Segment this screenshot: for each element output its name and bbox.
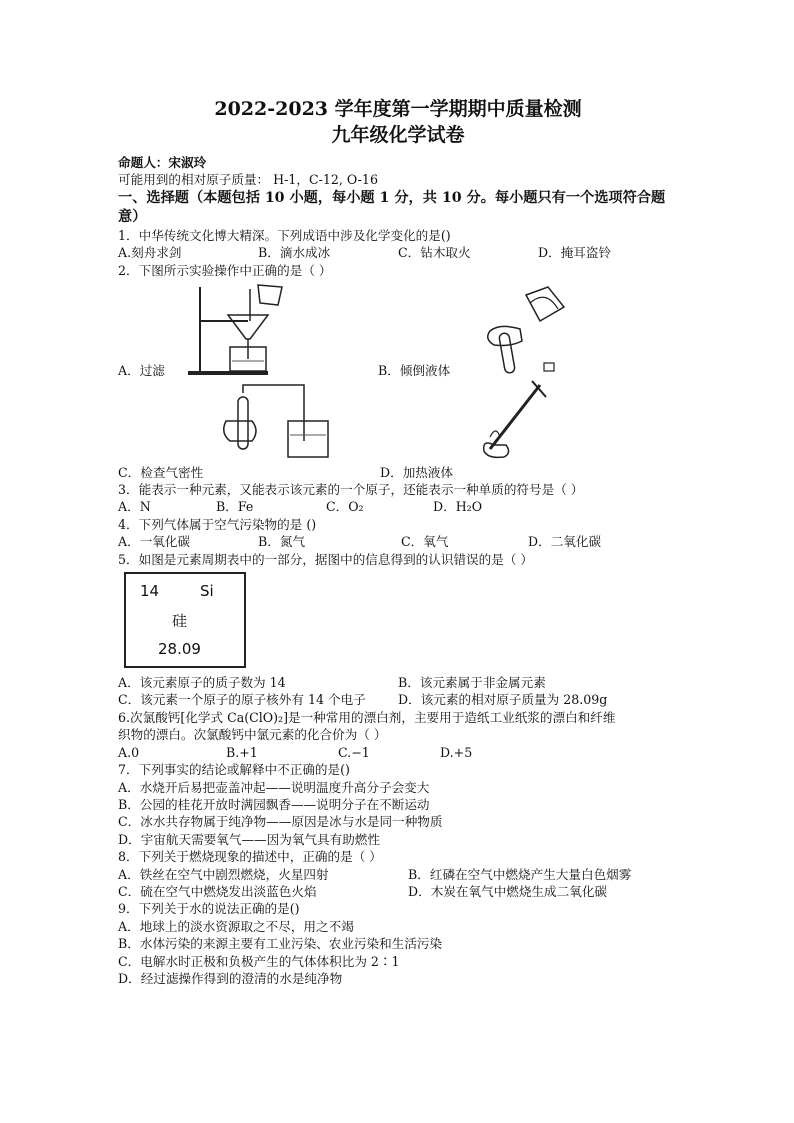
question-8-options-cd [118,883,678,900]
option-c: C.−1 [338,744,370,760]
filtration-figure [170,281,290,377]
element-name: 硅 [172,612,188,631]
option-b: B．红磷在空气中燃烧产生大量白色烟雾 [408,866,632,882]
option-b: B．Fe [216,499,254,515]
question-1-options [118,244,678,261]
option-a: A．水烧开后易把壶盖冲起——说明温度升高分子会变大 [118,779,430,795]
question-5-options-ab [118,674,678,691]
periodic-table-cell [124,572,246,668]
question-5-options-cd [118,691,678,708]
question-2-figures-bottom [118,379,678,481]
section-heading: 一、选择题（本题包括 10 小题，每小题 1 分，共 10 分。每小题只有一个选项符合题意） [118,189,666,225]
question-2-figures-top [118,279,678,379]
option-d: D．该元素的相对原子质量为 28.09g [398,692,608,708]
question-5-stem: 5．如图是元素周期表中的一部分，据图中的信息得到的认识错误的是（ ） [118,551,534,567]
option-b: B．该元素属于非金属元素 [398,675,546,691]
option-b: B．公园的桂花开放时满园飘香——说明分子在不断运动 [118,796,430,812]
question-1-stem: 1．中华传统文化博大精深。下列成语中涉及化学变化的是() [118,227,451,243]
option-a: A．一氧化碳 [118,534,191,550]
airtight-check-figure [216,381,366,465]
exam-title: 2022-2023 学年度第一学期期中质量检测 [214,98,582,120]
option-d: D．掩耳盗铃 [538,245,612,261]
option-c: C．O₂ [326,499,364,515]
option-b: B．水体污染的来源主要有工业污染、农业污染和生活污染 [118,936,443,952]
question-9-stem: 9．下列关于水的说法正确的是() [118,901,300,917]
question-6-options [118,744,678,761]
question-6-stem: 6.次氯酸钙[化学式 Ca(ClO)₂]是一种常用的漂白剂，主要用于造纸工业纸浆的漂白和纤维 [118,709,616,725]
option-c: C．电解水时正极和负极产生的气体体积比为 2∶1 [118,953,400,969]
option-c: C．冰水共存物属于纯净物——原因是冰与水是同一种物质 [118,814,443,830]
heating-liquid-figure [474,379,558,461]
option-a: A.刻舟求剑 [118,245,182,261]
option-c-label: C．检查气密性 [118,465,204,481]
atomic-mass-line: 可能用到的相对原子质量： H-1，C-12, O-16 [118,172,378,188]
element-symbol: Si [200,582,214,601]
question-3-stem: 3．能表示一种元素，又能表示该元素的一个原子，还能表示一种单质的符号是（ ） [118,482,584,498]
question-4-stem: 4．下列气体属于空气污染物的是 () [118,516,317,532]
option-c: C．钻木取火 [398,245,471,261]
option-b: B.+1 [226,744,258,760]
option-b: B．氮气 [258,534,306,550]
question-6-stem-cont: 织物的漂白。次氯酸钙中氯元素的化合价为（ ） [118,727,387,743]
question-4-options [118,533,678,550]
option-a: A．该元素原子的质子数为 14 [118,675,286,691]
question-2-stem: 2．下图所示实验操作中正确的是（ ） [118,262,332,278]
atomic-mass: 28.09 [158,640,201,659]
option-d: D．宇宙航天需要氧气——因为氧气具有助燃性 [118,831,380,847]
option-c: C．氧气 [401,534,449,550]
atomic-number: 14 [140,582,160,601]
option-a: A．N [118,499,151,515]
option-a: A.0 [118,744,140,760]
exam-subtitle: 九年级化学试卷 [331,124,465,146]
option-d: D.+5 [440,744,473,760]
option-d: D．H₂O [433,499,483,515]
pouring-liquid-figure [460,279,570,379]
option-a: A．铁丝在空气中剧烈燃烧，火星四射 [118,866,329,882]
option-c: C．该元素一个原子的原子核外有 14 个电子 [118,692,366,708]
option-a-label: A．过滤 [118,363,165,379]
option-d: D．木炭在氧气中燃烧生成二氧化碳 [408,883,608,899]
option-a: A．地球上的淡水资源取之不尽，用之不竭 [118,918,354,934]
option-d-label: D．加热液体 [380,465,454,481]
option-b: B．滴水成冰 [258,245,331,261]
question-8-options-ab [118,866,678,883]
option-d: D．二氧化碳 [528,534,602,550]
option-c: C．硫在空气中燃烧发出淡蓝色火焰 [118,883,317,899]
exam-page [118,96,678,987]
question-8-stem: 8．下列关于燃烧现象的描述中，正确的是（ ） [118,849,382,865]
option-d: D．经过滤操作得到的澄清的水是纯净物 [118,970,343,986]
option-b-label: B．倾倒液体 [378,363,451,379]
question-7-stem: 7．下列事实的结论或解释中不正确的是() [118,762,350,778]
author-line: 命题人：宋淑玲 [118,155,207,170]
question-3-options [118,498,678,515]
